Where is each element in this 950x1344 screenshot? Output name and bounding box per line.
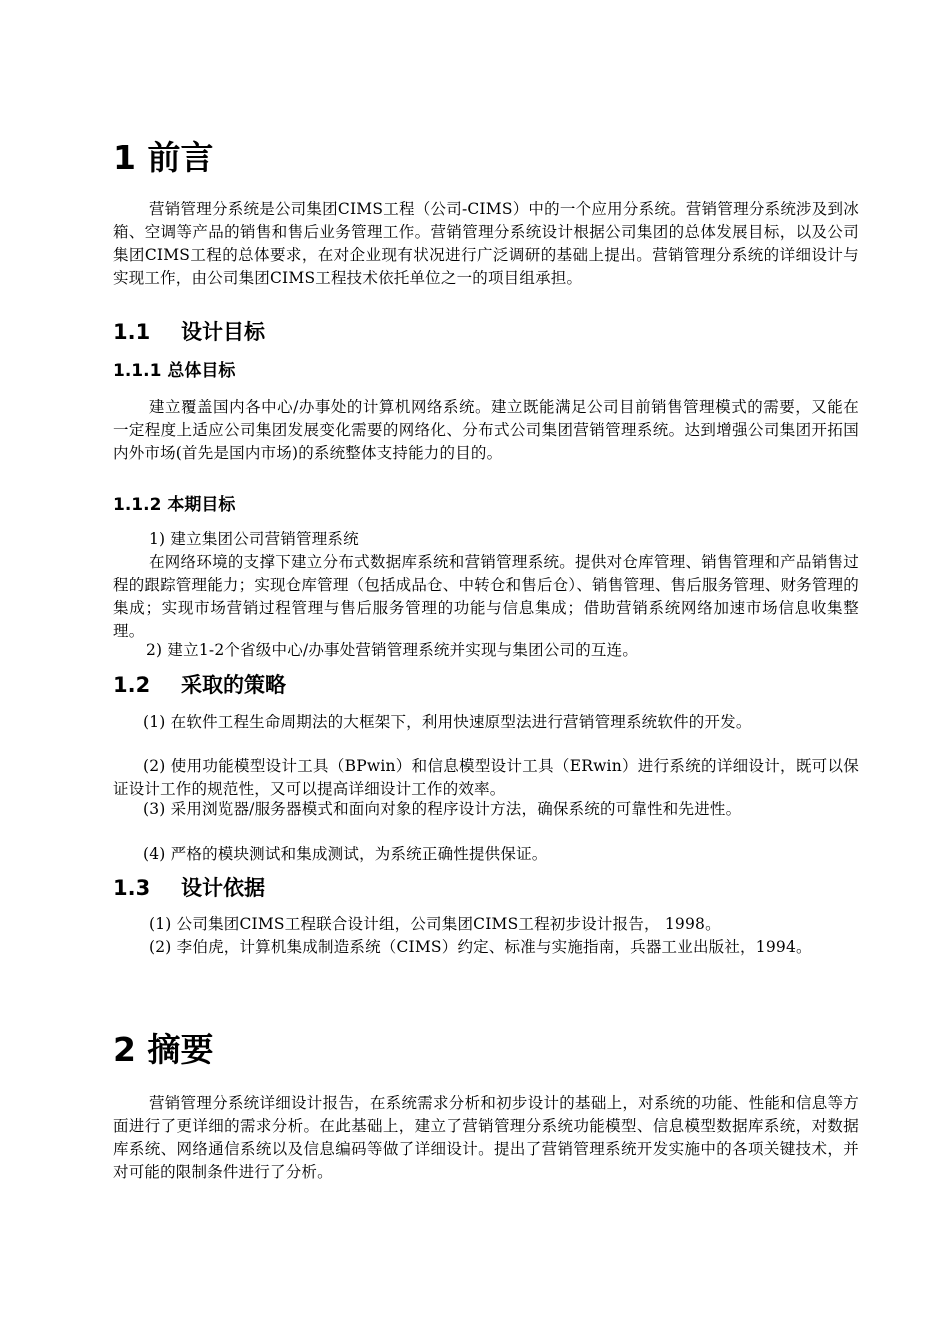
section-1-2-heading [113, 671, 286, 699]
section-1-3-heading [113, 874, 265, 902]
section-1-1-1-heading: 1.1.1 总体目标 [113, 361, 236, 381]
strategy-item-2: (2) 使用功能模型设计工具（BPwin）和信息模型设计工具（ERwin）进行系统的详细设计，既可以保证设计工作的规范性，又可以提高详细设计工作的效率。 [113, 757, 859, 798]
section-2-heading: 2 摘要 [113, 1030, 214, 1069]
goal-item-1-paragraph: 在网络环境的支撑下建立分布式数据库系统和营销管理系统。提供对仓库管理、销售管理和产品销售过程的跟踪管理能力；实现仓库管理（包括成品仓、中转仓和售后仓）、销售管理、售后服务管理、财务管理的集成；实现市场营销过程管理与售后服务管理的功能与信息集成；借助营销系统网络加速市场信息收集整理。 [113, 553, 859, 640]
section-1-1-number: 1.1 [113, 320, 151, 344]
section-2-paragraph: 营销管理分系统详细设计报告，在系统需求分析和初步设计的基础上，对系统的功能、性能和信息等方面进行了更详细的需求分析。在此基础上，建立了营销管理分系统功能模型、信息模型数据库系统，对数据库系统、网络通信系统以及信息编码等做了详细设计。提出了营销管理系统开发实施中的各项关键技术，并对可能的限制条件进行了分析。 [113, 1094, 859, 1181]
reference-item-1: (1) 公司集团CIMS工程联合设计组，公司集团CIMS工程初步设计报告， 1998。 [149, 915, 721, 933]
section-1-2-title: 采取的策略 [181, 673, 286, 697]
section-1-2-number: 1.2 [113, 673, 151, 697]
reference-item-2: (2) 李伯虎，计算机集成制造系统（CIMS）约定、标准与实施指南，兵器工业出版社，1994。 [149, 938, 812, 956]
goal-item-1: 1) 建立集团公司营销管理系统 [149, 530, 359, 548]
section-1-1-1-paragraph: 建立覆盖国内各中心/办事处的计算机网络系统。建立既能满足公司目前销售管理模式的需要，又能在一定程度上适应公司集团发展变化需要的网络化、分布式公司集团营销管理系统。达到增强公司集团开拓国内外市场(首先是国内市场)的系统整体支持能力的目的。 [113, 398, 859, 462]
section-1-heading: 1 前言 [113, 138, 214, 177]
section-1-3-title: 设计依据 [181, 876, 265, 900]
strategy-item-3: (3) 采用浏览器/服务器模式和面向对象的程序设计方法，确保系统的可靠性和先进性。 [143, 800, 742, 818]
section-1-1-2-heading: 1.1.2 本期目标 [113, 495, 236, 515]
section-1-1-heading [113, 318, 265, 346]
section-1-paragraph: 营销管理分系统是公司集团CIMS工程（公司-CIMS）中的一个应用分系统。营销管理分系统涉及到冰箱、空调等产品的销售和售后业务管理工作。营销管理分系统设计根据公司集团的总体发展目标，以及公司集团CIMS工程的总体要求，在对企业现有状况进行广泛调研的基础上提出。营销管理分系统的详细设计与实现工作，由公司集团CIMS工程技术依托单位之一的项目组承担。 [113, 200, 859, 287]
section-1-1-title: 设计目标 [181, 320, 265, 344]
section-1-3-number: 1.3 [113, 876, 151, 900]
strategy-item-4: (4) 严格的模块测试和集成测试，为系统正确性提供保证。 [143, 845, 548, 863]
goal-item-2: 2) 建立1-2个省级中心/办事处营销管理系统并实现与集团公司的互连。 [146, 641, 639, 659]
strategy-item-1: (1) 在软件工程生命周期法的大框架下，利用快速原型法进行营销管理系统软件的开发。 [143, 713, 752, 731]
